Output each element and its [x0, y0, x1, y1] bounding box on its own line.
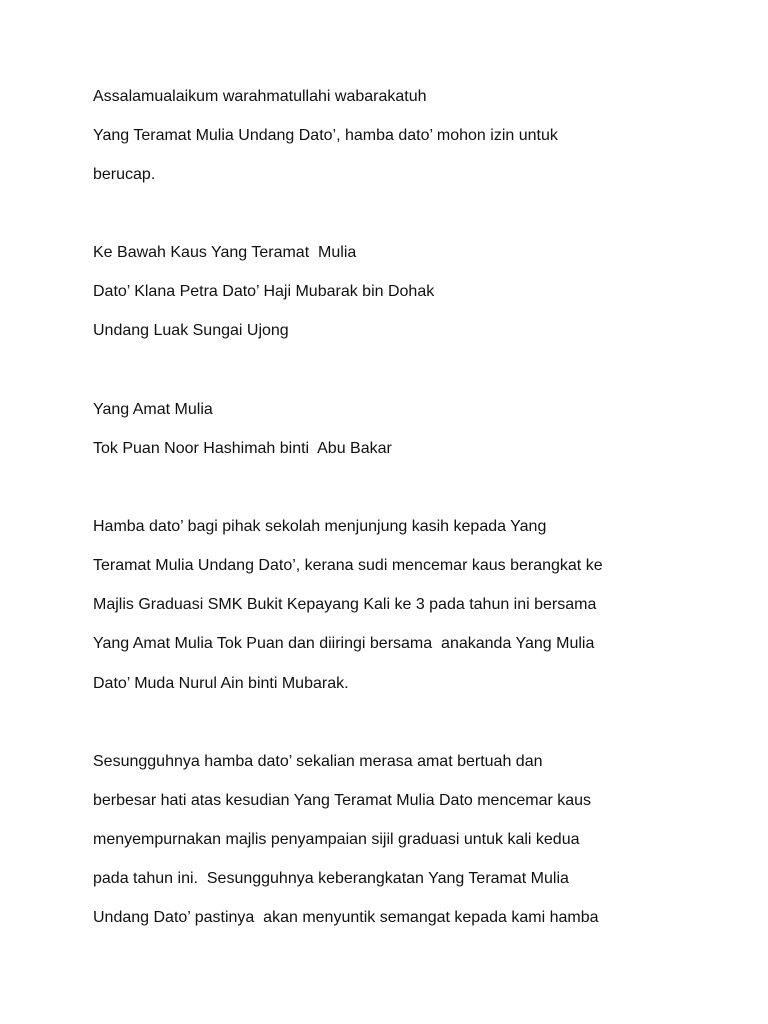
address-line-2: Dato’ Klana Petra Dato’ Haji Mubarak bin Dohak: [93, 283, 435, 300]
opening-line-2: berucap.: [93, 166, 156, 183]
address-line-5: Tok Puan Noor Hashimah binti Abu Bakar: [93, 440, 392, 457]
paragraph-1-line-4: Yang Amat Mulia Tok Puan dan diiringi bersama anakanda Yang Mulia: [93, 635, 595, 652]
address-line-4: Yang Amat Mulia: [93, 401, 213, 418]
paragraph-2-line-2: berbesar hati atas kesudian Yang Teramat Mulia Dato mencemar kaus: [93, 792, 592, 809]
address-line-1: Ke Bawah Kaus Yang Teramat Mulia: [93, 244, 357, 261]
paragraph-2-line-5: Undang Dato’ pastinya akan menyuntik semangat kepada kami hamba: [93, 909, 599, 926]
paragraph-1-line-5: Dato’ Muda Nurul Ain binti Mubarak.: [93, 675, 349, 692]
paragraph-2-line-3: menyempurnakan majlis penyampaian sijil graduasi untuk kali kedua: [93, 831, 580, 848]
paragraph-1-line-3: Majlis Graduasi SMK Bukit Kepayang Kali ke 3 pada tahun ini bersama: [93, 596, 597, 613]
paragraph-2-line-4: pada tahun ini. Sesungguhnya keberangkatan Yang Teramat Mulia: [93, 870, 569, 887]
paragraph-2-line-1: Sesungguhnya hamba dato’ sekalian merasa amat bertuah dan: [93, 753, 543, 770]
paragraph-1-line-1: Hamba dato’ bagi pihak sekolah menjunjung kasih kepada Yang: [93, 518, 547, 535]
greeting-line: Assalamualaikum warahmatullahi wabarakatuh: [93, 88, 427, 105]
opening-line-1: Yang Teramat Mulia Undang Dato’, hamba dato’ mohon izin untuk: [93, 127, 558, 144]
paragraph-1-line-2: Teramat Mulia Undang Dato’, kerana sudi mencemar kaus berangkat ke: [93, 557, 603, 574]
address-line-3: Undang Luak Sungai Ujong: [93, 322, 289, 339]
